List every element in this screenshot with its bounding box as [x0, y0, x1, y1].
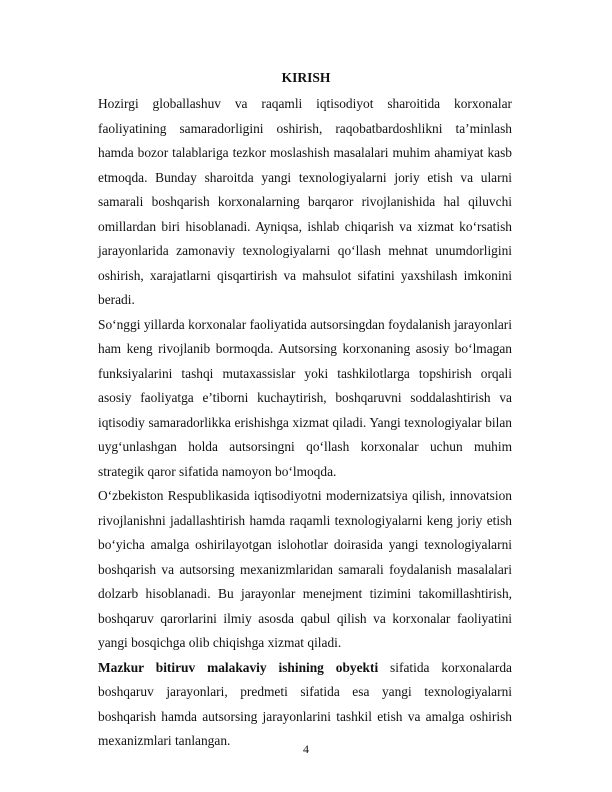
paragraph-3-text: O‘zbekiston Respublikasida iqtisodiyotni modernizatsiya qilish, innovatsion rivojlanishni jadallashtirish hamda raqamli texnologiyalarni keng joriy etish bo‘yicha amalga oshirilayotgan islohotlar doirasida yangi texnologiyalarni boshqarish va autsorsing mexanizmlaridan samarali foydalanish masalalari dolzarb hisoblanadi. Bu jarayonlar menejment tizimini takomillashtirish, boshqaruv qarorlarini ilmiy asosda qabul qilish va korxonalar faoliyatini yangi bosqichga olib chiqishga xizmat qiladi. [98, 488, 512, 650]
paragraph-1-text: Hozirgi globallashuv va raqamli iqtisodiyot sharoitida korxonalar faoliyatining samaradorligini oshirish, raqobatbardoshlikni ta’minlash hamda bozor talablariga tezkor moslashish masalalari muhim ahamiyat kasb etmoqda. Bunday sharoitda yangi texnologiyalarni joriy etish va ularni samarali boshqarish korxonalarning barqaror rivojlanishida hal qiluvchi omillardan biri hisoblanadi. Ayniqsa, ishlab chiqarish va xizmat ko‘rsatish jarayonlarida zamonaviy texnologiyalarni qo‘llash mehnat unumdorligini oshirish, xarajatlarni qisqartirish va mahsulot sifatini yaxshilash imkonini beradi. [98, 96, 512, 307]
paragraph-3 [98, 484, 512, 656]
paragraph-4 [98, 656, 512, 754]
document-body [98, 92, 512, 754]
paragraph-1 [98, 92, 512, 313]
paragraph-2-text: So‘nggi yillarda korxonalar faoliyatida autsorsingdan foydalanish jarayonlari ham keng rivojlanib bormoqda. Autsorsing korxonaning asosiy bo‘lmagan funksiyalarini tashqi mutaxassislar yoki tashkilotlarga topshirish orqali asosiy faoliyatga e’tiborni kuchaytirish, boshqaruvni soddalashtirish va iqtisodiy samaradorlikka erishishga xizmat qiladi. Yangi texnologiyalar bilan uyg‘unlashgan holda autsorsingni qo‘llash korxonalar uchun muhim strategik qaror sifatida namoyon bo‘lmoqda. [98, 316, 512, 479]
object-lead-text: Mazkur bitiruv malakaviy ishining obyekti [98, 659, 379, 675]
section-title: KIRISH [281, 70, 331, 85]
paragraph-2 [98, 313, 512, 485]
page-number: 4 [303, 742, 309, 756]
paragraph-4-text: sifatida korxonalarda boshqaruv jarayonlari, predmeti sifatida esa yangi texnologiyalarni boshqarish hamda autsorsing jarayonlarini tashkil etish va amalga oshirish mexanizmlari tanlangan. [98, 659, 512, 748]
